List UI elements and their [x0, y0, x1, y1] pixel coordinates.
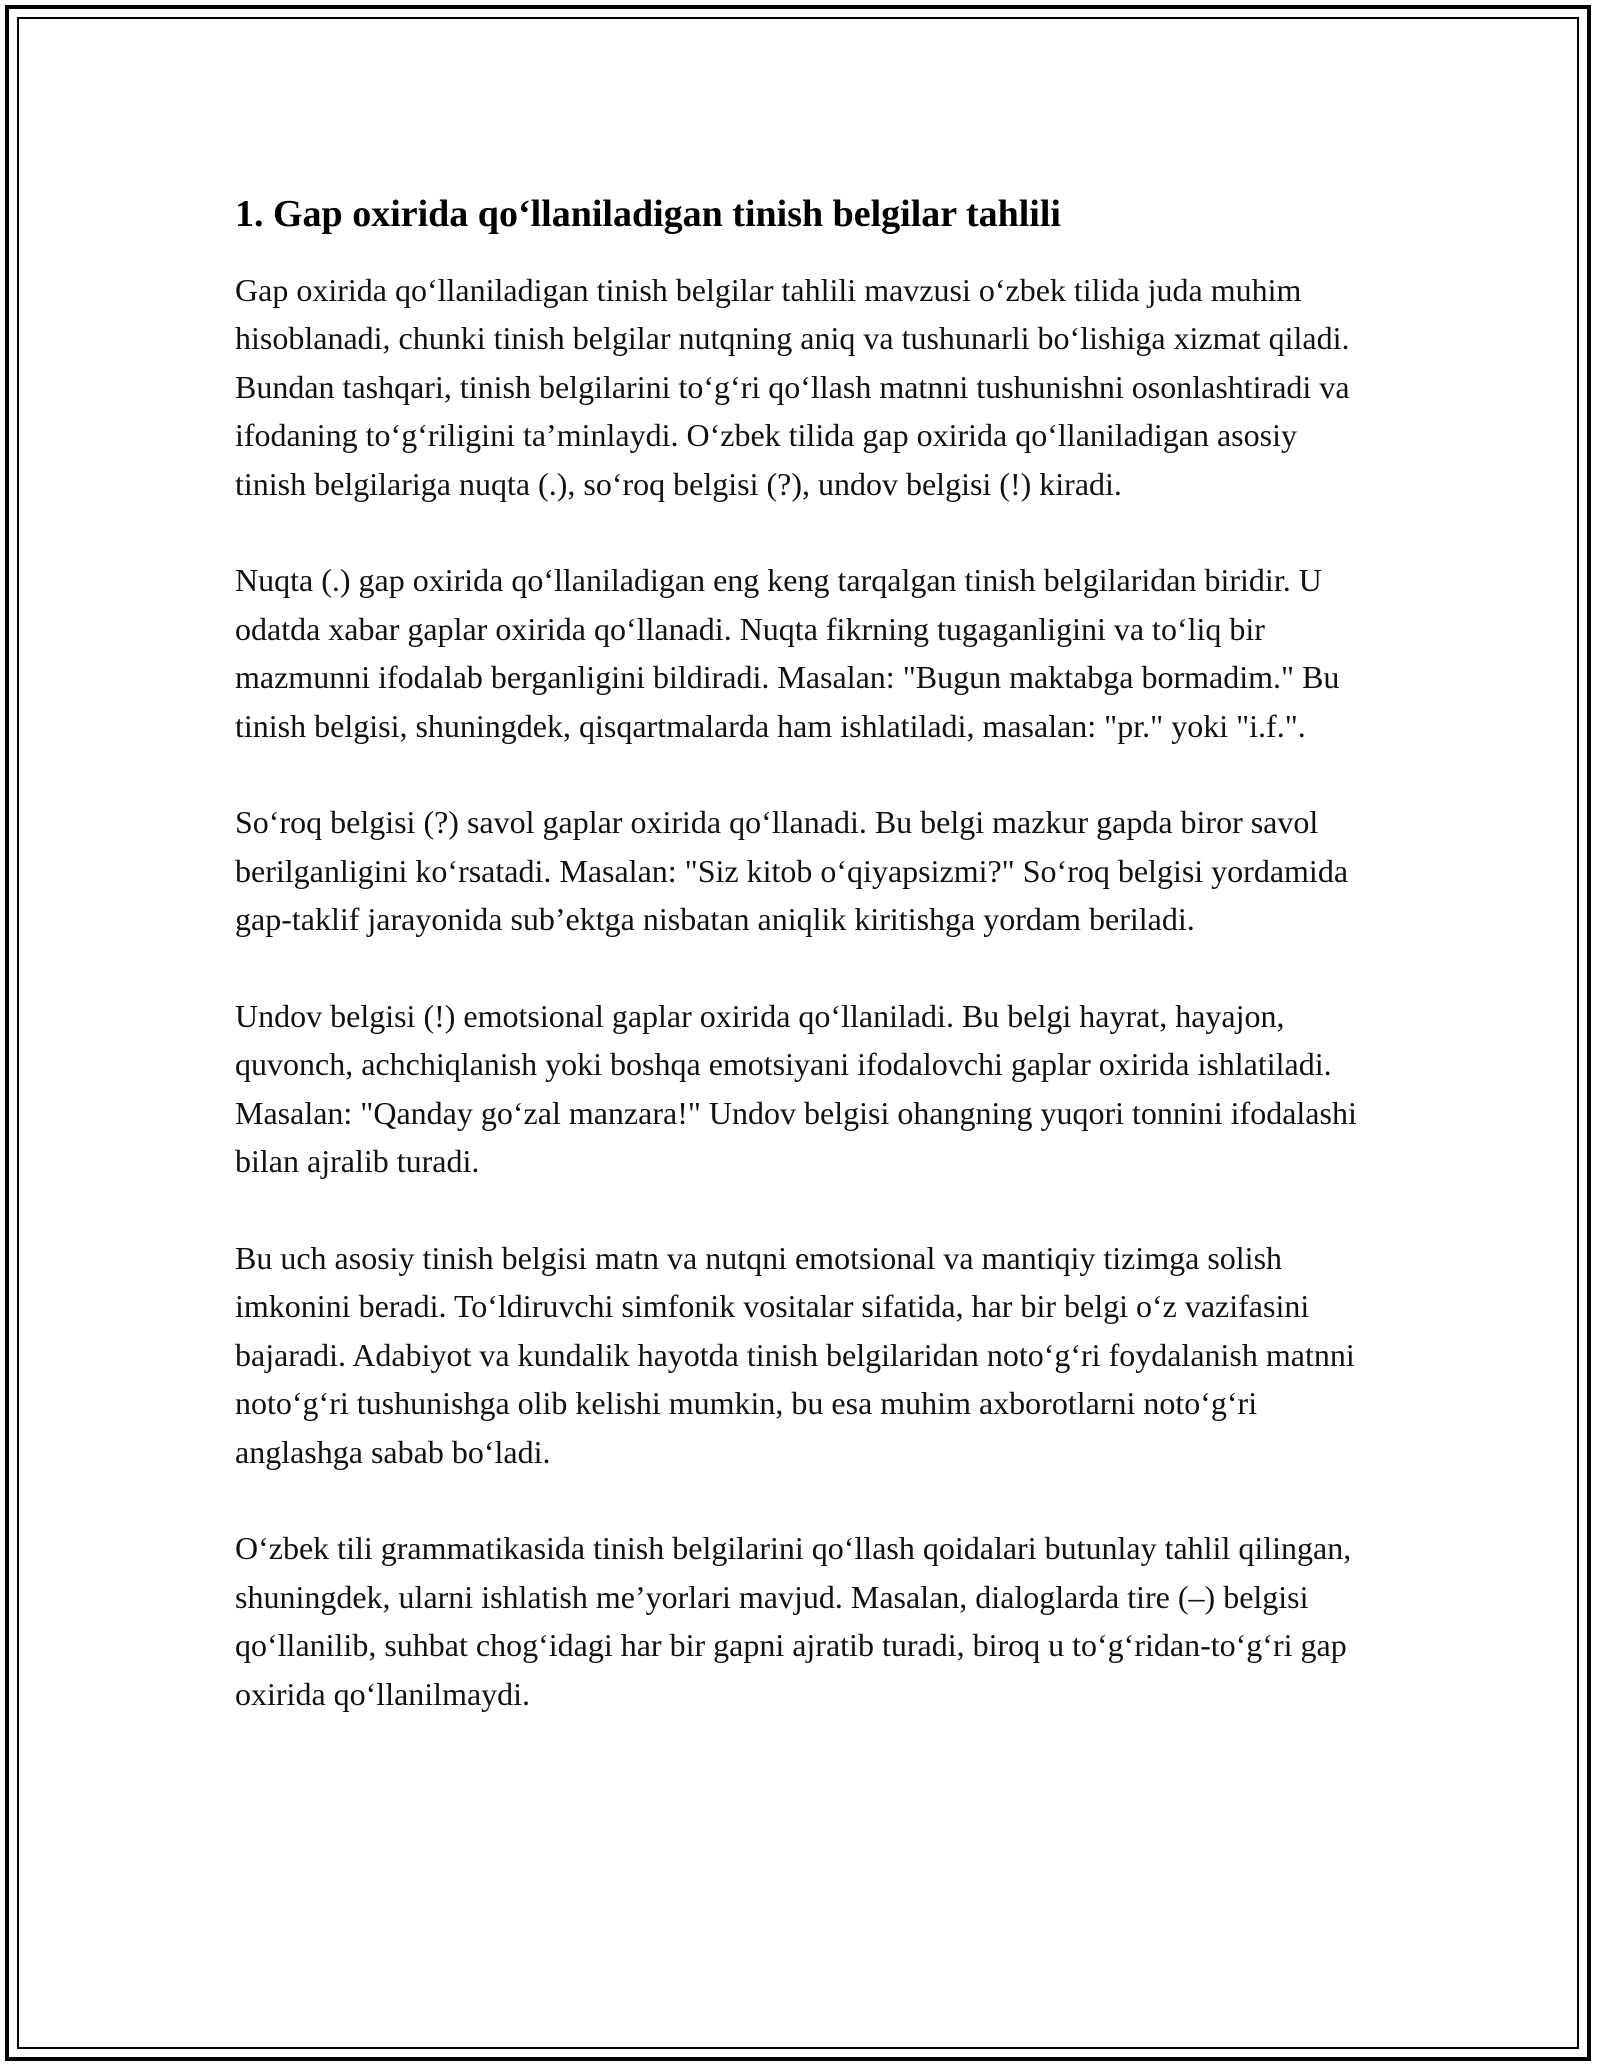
paragraph-exclamation-mark: Undov belgisi (!) emotsional gaplar oxirida qoʻllaniladi. Bu belgi hayrat, hayajon, quvonch, achchiqlanish yoki boshqa emotsiyani ifodalovchi gaplar oxirida ishlatiladi. Masalan: "Qanday goʻzal manzara!" Undov belgisi ohangning yuqori tonnini ifodalashi bilan ajralib turadi. — [235, 998, 1357, 1180]
paragraph-intro: Gap oxirida qoʻllaniladigan tinish belgilar tahlili mavzusi oʻzbek tilida juda muhim hisoblanadi, chunki tinish belgilar nutqning aniq va tushunarli boʻlishiga xizmat qiladi. Bundan tashqari, tinish belgilarini toʻgʻri qoʻllash matnni tushunishni osonlashtiradi va ifodaning toʻgʻriligini taʼminlaydi. Oʻzbek tilida gap oxirida qoʻllaniladigan asosiy tinish belgilariga nuqta (.), soʻroq belgisi (?), undov belgisi (!) kiradi. — [235, 272, 1350, 502]
document-body — [235, 190, 1365, 1767]
paragraph-period: Nuqta (.) gap oxirida qoʻllaniladigan eng keng tarqalgan tinish belgilaridan biridir. U odatda xabar gaplar oxirida qoʻllanadi. Nuqta fikrning tugaganligini va toʻliq bir mazmunni ifodalab berganligini bildiradi. Masalan: "Bugun maktabga bormadim." Bu tinish belgisi, shuningdek, qisqartmalarda ham ishlatiladi, masalan: "pr." yoki "i.f.". — [235, 562, 1340, 744]
paragraph-summary: Bu uch asosiy tinish belgisi matn va nutqni emotsional va mantiqiy tizimga solish imkonini beradi. Toʻldiruvchi simfonik vositalar sifatida, har bir belgi oʻz vazifasini bajaradi. Adabiyot va kundalik hayotda tinish belgilaridan notoʻgʻri foydalanish matnni notoʻgʻri tushunishga olib kelishi mumkin, bu esa muhim axborotlarni notoʻgʻri anglashga sabab boʻladi. — [235, 1240, 1355, 1470]
paragraph-grammar-rules: Oʻzbek tili grammatikasida tinish belgilarini qoʻllash qoidalari butunlay tahlil qilingan, shuningdek, ularni ishlatish meʼyorlari mavjud. Masalan, dialoglarda tire (–) belgisi qoʻllanilib, suhbat chogʻidagi har bir gapni ajratib turadi, biroq u toʻgʻridan-toʻgʻri gap oxirida qoʻllanilmaydi. — [235, 1530, 1352, 1712]
section-heading: 1. Gap oxirida qoʻllaniladigan tinish belgilar tahlili — [235, 193, 1061, 235]
paragraph-question-mark: Soʻroq belgisi (?) savol gaplar oxirida qoʻllanadi. Bu belgi mazkur gapda biror savol berilganligini koʻrsatadi. Masalan: "Siz kitob oʻqiyapsizmi?" Soʻroq belgisi yordamida gap-taklif jarayonida subʼektga nisbatan aniqlik kiritishga yordam beriladi. — [235, 804, 1349, 938]
